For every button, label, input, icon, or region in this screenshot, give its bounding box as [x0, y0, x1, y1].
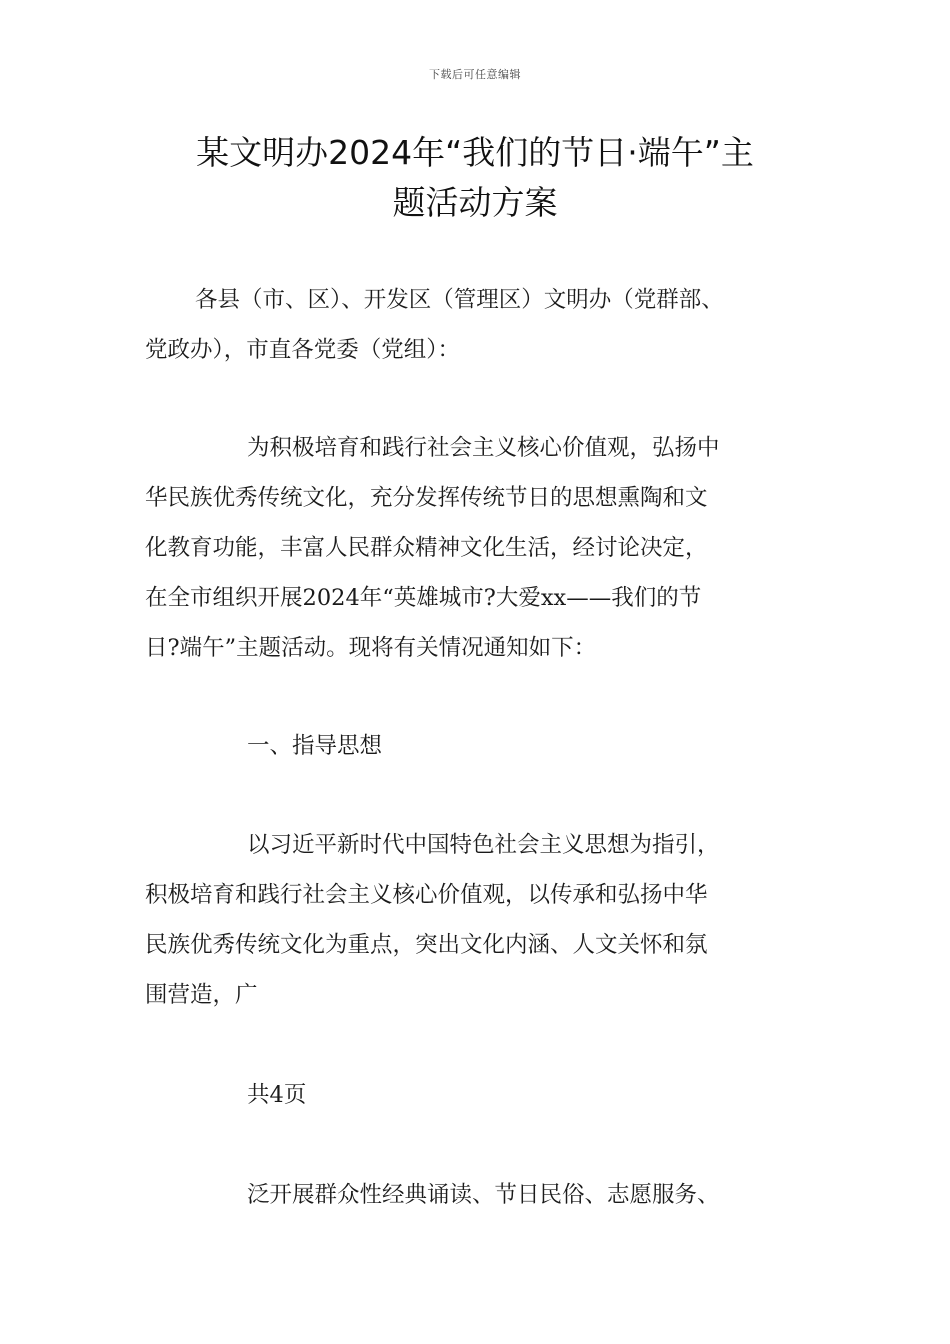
- paragraph-line: 为积极培育和践行社会主义核心价值观，弘扬中: [247, 435, 720, 461]
- paragraph-line: 围营造，广: [145, 982, 258, 1008]
- section-heading-guiding-thought: 一、指导思想: [247, 733, 383, 759]
- paragraph-line: 日?端午”主题活动。现将有关情况通知如下：: [145, 635, 597, 661]
- paragraph-line: 华民族优秀传统文化，充分发挥传统节日的思想熏陶和文: [145, 485, 708, 511]
- salutation: [145, 275, 825, 375]
- paragraph-intro: [145, 423, 825, 673]
- document-title: [140, 128, 810, 228]
- page-count-marker: 共4页: [247, 1082, 307, 1108]
- paragraph-line: 化教育功能，丰富人民群众精神文化生活，经讨论决定，: [145, 535, 708, 561]
- header-note: 下载后可任意编辑: [429, 68, 521, 81]
- paragraph-guiding-thought: [145, 820, 825, 1020]
- paragraph-line: 泛开展群众性经典诵读、节日民俗、志愿服务、: [247, 1182, 720, 1208]
- paragraph-line: 以习近平新时代中国特色社会主义思想为指引，: [247, 832, 720, 858]
- title-line-2: 题活动方案: [392, 183, 558, 222]
- salutation-line-1: 各县（市、区）、开发区（管理区）文明办（党群部、: [195, 287, 724, 313]
- paragraph-continuation: [247, 1170, 927, 1220]
- paragraph-line: 积极培育和践行社会主义核心价值观，以传承和弘扬中华: [145, 882, 708, 908]
- title-line-1: 某文明办2024年“我们的节日·端午”主: [196, 133, 754, 172]
- paragraph-line: 民族优秀传统文化为重点，突出文化内涵、人文关怀和氛: [145, 932, 708, 958]
- paragraph-line: 在全市组织开展2024年“英雄城市?大爱xx——我们的节: [145, 585, 702, 611]
- salutation-line-2: 党政办），市直各党委（党组）：: [145, 337, 461, 363]
